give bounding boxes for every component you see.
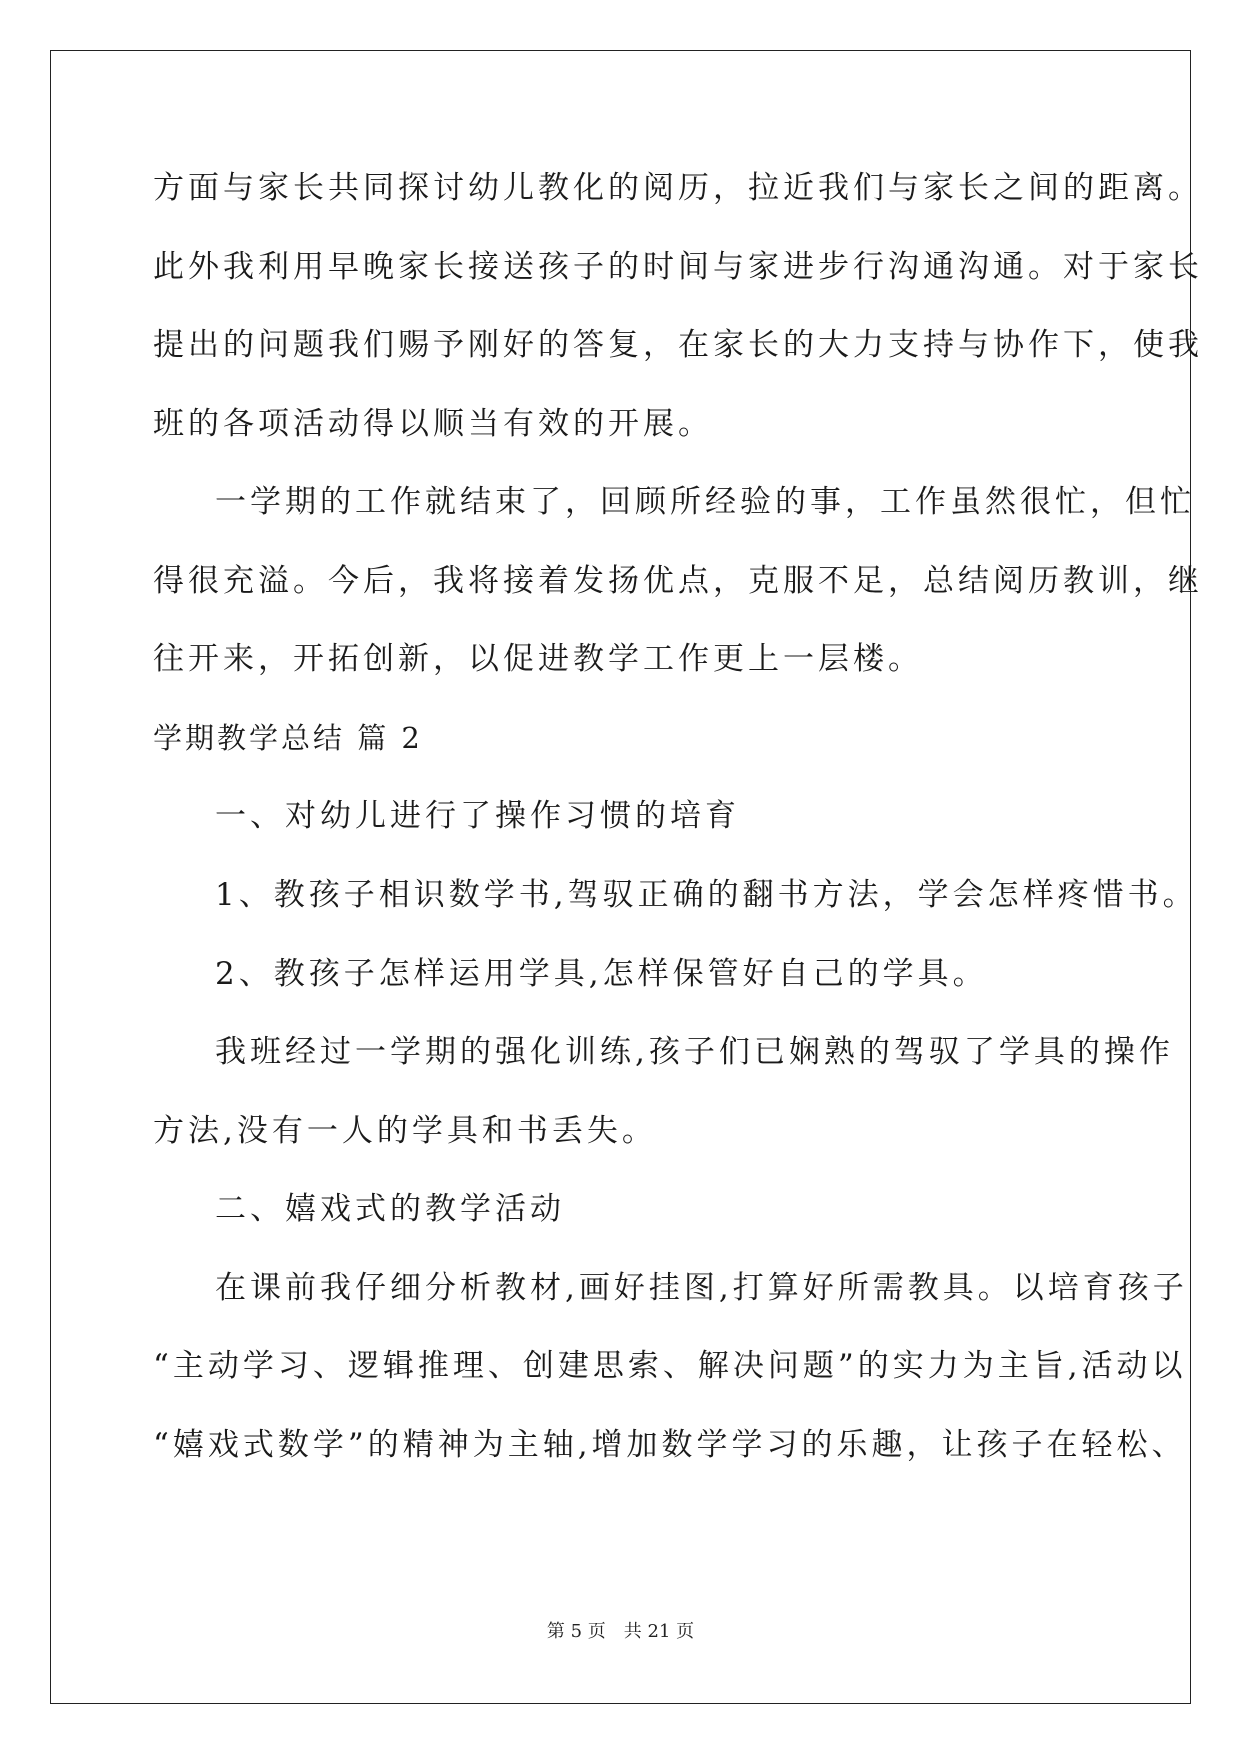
body-line: 得很充溢。今后，我将接着发扬优点，克服不足，总结阅历教训，继	[153, 563, 1203, 599]
paragraph-start-line: 一学期的工作就结束了，回顾所经验的事，工作虽然很忙，但忙	[215, 484, 1195, 520]
list-item: 1、教孩子相识数学书,驾驭正确的翻书方法，学会怎样疼惜书。	[215, 877, 1198, 913]
body-line: 班的各项活动得以顺当有效的开展。	[153, 406, 713, 442]
list-item: 2、教孩子怎样运用学具,怎样保管好自己的学具。	[215, 956, 988, 992]
subsection-heading: 二、嬉戏式的教学活动	[215, 1191, 565, 1227]
subsection-heading: 一、对幼儿进行了操作习惯的培育	[215, 798, 740, 834]
page-number: 第 5 页	[546, 1621, 606, 1642]
page-total: 共 21 页	[623, 1621, 695, 1642]
body-line: “主动学习、逻辑推理、创建思索、解决问题”的实力为主旨,活动以	[153, 1348, 1187, 1384]
body-line: 提出的问题我们赐予刚好的答复，在家长的大力支持与协作下，使我	[153, 327, 1203, 363]
page-footer	[0, 1620, 1241, 1644]
section-heading: 学期教学总结 篇 2	[153, 721, 423, 755]
body-line: “嬉戏式数学”的精神为主轴,增加数学学习的乐趣，让孩子在轻松、	[153, 1427, 1187, 1463]
paragraph-start-line: 在课前我仔细分析教材,画好挂图,打算好所需教具。以培育孩子	[215, 1270, 1188, 1306]
body-line: 往开来，开拓创新，以促进教学工作更上一层楼。	[153, 641, 923, 677]
body-line: 方法,没有一人的学具和书丢失。	[153, 1113, 657, 1149]
body-line: 此外我利用早晚家长接送孩子的时间与家进步行沟通沟通。对于家长	[153, 249, 1203, 285]
paragraph-start-line: 我班经过一学期的强化训练,孩子们已娴熟的驾驭了学具的操作	[215, 1034, 1174, 1070]
body-line: 方面与家长共同探讨幼儿教化的阅历，拉近我们与家长之间的距离。	[153, 170, 1203, 206]
